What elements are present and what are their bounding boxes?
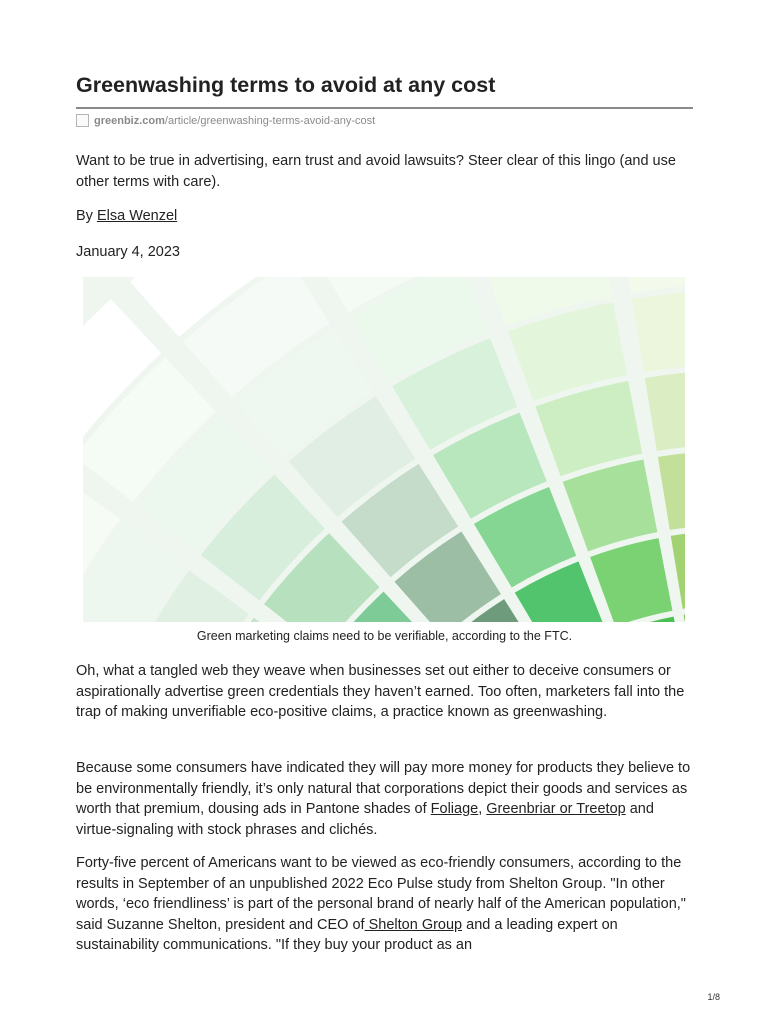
- foliage-link[interactable]: Foliage: [430, 801, 479, 817]
- paragraph-2-text-c: and virtue-signaling with stock phrases and clichés.: [76, 801, 654, 838]
- greenbriar-treetop-link[interactable]: Greenbriar or Treetop: [486, 801, 626, 817]
- paragraph-2-text-b: ,: [478, 801, 487, 817]
- article-title: Greenwashing terms to avoid at any cost: [76, 73, 496, 97]
- paragraph-1: Oh, what a tangled web they weave when businesses set out either to deceive consumers or aspirationally advertise green credentials they haven’t earned. Too often, marketers fall into the trap of making unverifiable eco-positive claims, a practice known as greenwashing.: [76, 663, 685, 720]
- title-divider: [76, 107, 693, 109]
- publish-date: January 4, 2023: [76, 244, 180, 260]
- byline-prefix: By: [76, 208, 97, 224]
- image-caption: Green marketing claims need to be verifiable, according to the FTC.: [196, 629, 573, 643]
- paragraph-2: [76, 758, 693, 840]
- page-indicator: 1/8: [707, 992, 720, 1002]
- paragraph-3-text-a: Forty-five percent of Americans want to be viewed as eco-friendly consumers, according to the results in September of an unpublished 2022 Eco Pulse study from Shelton Group. "In other words, ‘eco friendliness’ is part of the personal brand of nearly half of the American population," said Suzanne Shelton, president and CEO of: [76, 855, 686, 933]
- source-domain: greenbiz.com: [94, 114, 165, 127]
- paragraph-3-text-b: and a leading expert on sustainability communications. "If they buy your product as an: [76, 916, 618, 953]
- source-path: /article/greenwashing-terms-avoid-any-cost: [164, 114, 376, 127]
- source-url[interactable]: [76, 114, 375, 127]
- favicon-icon: [76, 114, 89, 127]
- paragraph-2-text-a: Because some consumers have indicated they will pay more money for products they believe to be environmentally friendly, it’s only natural that corporations depict their goods and services as worth that premium, dousing ads in Pantone shades of: [76, 760, 691, 817]
- byline: [76, 206, 693, 227]
- shelton-group-link[interactable]: Shelton Group: [364, 916, 463, 933]
- paragraph-3: [76, 853, 693, 956]
- author-link[interactable]: Elsa Wenzel: [96, 208, 178, 224]
- hero-image-color-swatch-fan: [83, 277, 685, 622]
- article-dek: Want to be true in advertising, earn trust and avoid lawsuits? Steer clear of this lingo (and use other terms with care).: [76, 153, 676, 190]
